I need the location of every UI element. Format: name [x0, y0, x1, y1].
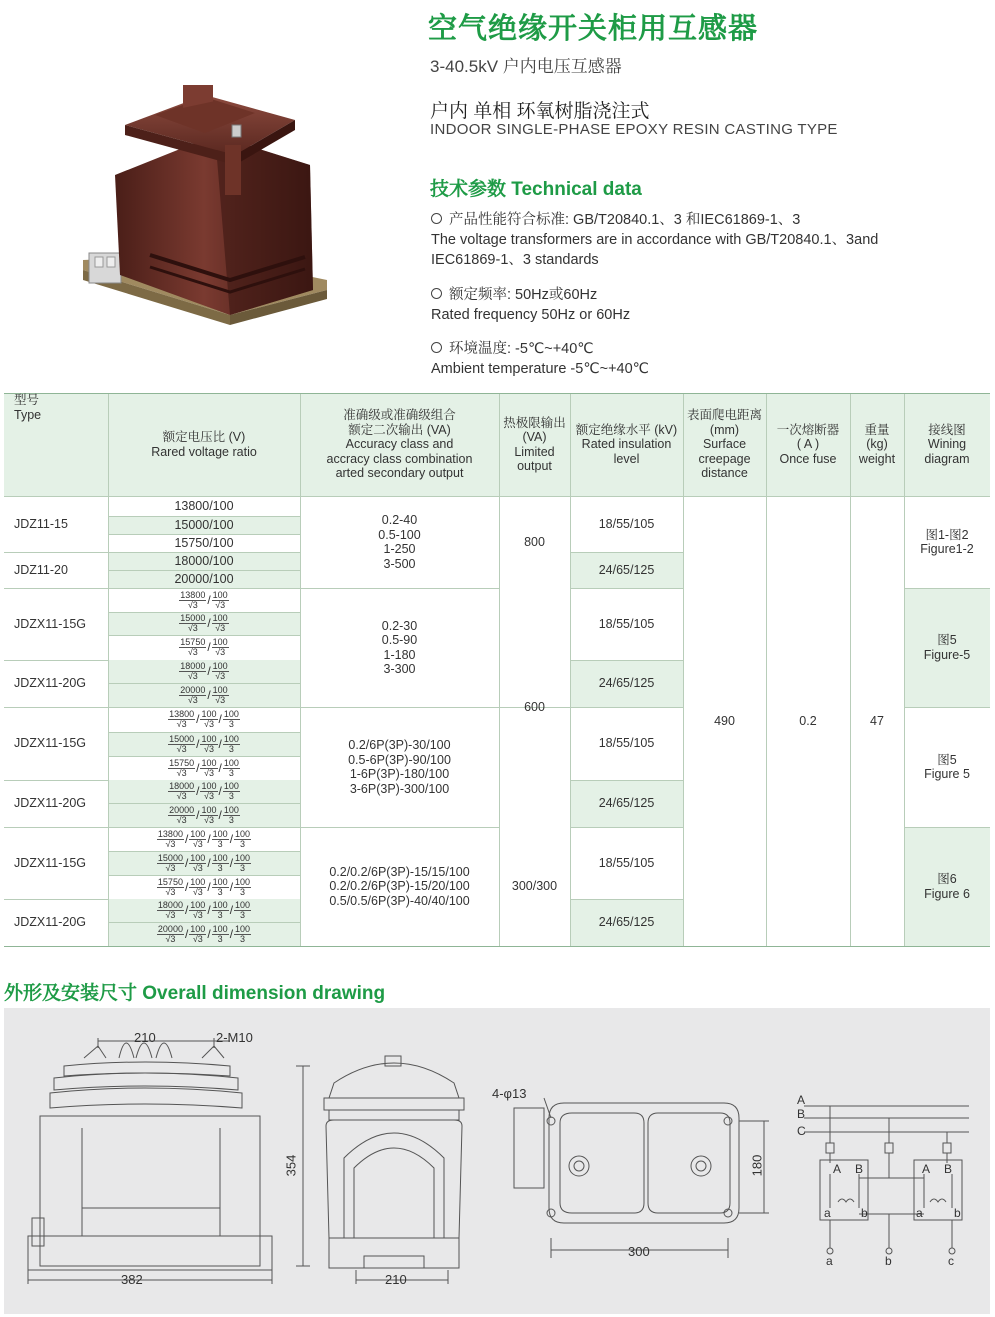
- spec-temperature: 环境温度: -5℃~+40℃ Ambient temperature -5℃~+40℃: [431, 341, 649, 377]
- creepage-cell: 490: [714, 713, 735, 728]
- insulation-cell: 24/65/125: [598, 562, 655, 577]
- fraction: $\frac{100}{3}$: [212, 900, 228, 920]
- type-cell: JDZX11-20G: [14, 915, 87, 930]
- type-cell: JDZ11-20: [14, 562, 68, 577]
- fraction: $\frac{15750}{√3}$: [157, 876, 183, 897]
- fraction: $\frac{15750}{√3}$: [169, 757, 195, 778]
- ratio-cell: $\frac{20000}{√3}$ / $\frac{100}{√3}$ / $\frac{100}{3}$: [169, 804, 239, 825]
- diagram-cell: 图1-图2 Figure1-2: [920, 527, 974, 556]
- fraction: $\frac{13800}{√3}$: [169, 709, 195, 729]
- fraction: $\frac{20000}{√3}$: [180, 684, 206, 705]
- spec-standard: 产品性能符合标准: GB/T20840.1、3 和IEC61869-1、3 The voltage transformers are in accordance with GB/T20840.1、3and IEC61869-1、3 standards: [431, 212, 879, 268]
- tech-heading: 技术参数 Technical data: [430, 179, 642, 200]
- fraction: $\frac{100}{√3}$: [190, 852, 206, 873]
- fraction: $\frac{100}{3}$: [235, 923, 251, 944]
- insulation-cell: 18/55/105: [598, 616, 655, 631]
- dim-210-top: 210: [134, 1030, 156, 1045]
- fraction: $\frac{15000}{√3}$: [157, 852, 183, 873]
- insulation-cell: 18/55/105: [598, 516, 655, 531]
- terminal-a-upper: A: [833, 1162, 842, 1176]
- fraction: $\frac{100}{√3}$: [212, 637, 228, 657]
- terminal-b-lower: b: [861, 1206, 868, 1220]
- thermal-cell: 800: [524, 534, 545, 549]
- ratio-cell: 18000/100: [174, 553, 234, 568]
- fraction: $\frac{100}{√3}$: [212, 661, 228, 681]
- fraction: $\frac{18000}{√3}$: [157, 900, 183, 920]
- fraction: $\frac{100}{3}$: [235, 900, 251, 920]
- ratio-cell: $\frac{15750}{√3}$ / $\frac{100}{√3}$ / $\frac{100}{3}$: [169, 757, 239, 778]
- dim-180: 180: [749, 1154, 765, 1177]
- terminal-b-lower: b: [954, 1206, 961, 1220]
- page-title: 空气绝缘开关柜用互感器: [428, 13, 759, 45]
- type-cell: JDZX11-15G: [14, 855, 87, 870]
- fraction: $\frac{15000}{√3}$: [180, 613, 206, 633]
- output-a: a: [826, 1254, 833, 1268]
- type-en: INDOOR SINGLE-PHASE EPOXY RESIN CASTING TYPE: [430, 121, 838, 138]
- fraction: $\frac{100}{3}$: [223, 733, 239, 754]
- header-ratio: 额定电压比 (V) Rared voltage ratio: [151, 430, 257, 459]
- fraction: $\frac{20000}{√3}$: [169, 804, 195, 825]
- header-insulation: 额定绝缘水平 (kV) Rated insulation level: [575, 422, 678, 466]
- page-subtitle: 3-40.5kV 户内电压互感器: [430, 57, 622, 76]
- fraction: $\frac{13800}{√3}$: [157, 828, 183, 849]
- terminal-a-lower: a: [916, 1206, 923, 1220]
- fraction: $\frac{20000}{√3}$: [157, 923, 183, 944]
- type-cell: JDZX11-15G: [14, 736, 87, 751]
- accuracy-cell: 0.2-30 0.5-90 1-180 3-300: [381, 618, 418, 676]
- fraction: $\frac{100}{3}$: [212, 852, 228, 873]
- phase-a-label: A: [797, 1093, 806, 1107]
- fraction: $\frac{100}{3}$: [212, 828, 228, 849]
- terminal-a-upper: A: [922, 1162, 931, 1176]
- fraction: $\frac{100}{3}$: [212, 923, 228, 944]
- fraction: $\frac{100}{3}$: [223, 757, 239, 778]
- weight-cell: 47: [870, 713, 884, 728]
- dim-382: 382: [121, 1272, 143, 1287]
- bullet-icon: [431, 213, 442, 224]
- bullet-icon: [431, 288, 442, 299]
- diagram-cell: 图6 Figure 6: [924, 872, 970, 901]
- type-cell: JDZX11-15G: [14, 616, 87, 631]
- type-cn: 户内 单相 环氧树脂浇注式: [430, 101, 650, 122]
- dim-354: 354: [283, 1154, 299, 1177]
- ratio-cell: $\frac{15750}{√3}$ / $\frac{100}{√3}$ / $\frac{100}{3}$ / $\frac{100}{3}$: [157, 876, 251, 897]
- thermal-cell: 300/300: [511, 879, 558, 894]
- header-accuracy: 准确级或准确级组合 额定二次输出 (VA) Accuracy class and accracy class combination arted secondary output: [326, 408, 473, 481]
- fraction: $\frac{100}{√3}$: [201, 781, 217, 801]
- fraction: $\frac{100}{√3}$: [190, 876, 206, 897]
- dim-m10: 2-M10: [216, 1030, 253, 1045]
- accuracy-cell: 0.2-40 0.5-100 1-250 3-500: [378, 513, 421, 571]
- ratio-cell: $\frac{18000}{√3}$ / $\frac{100}{√3}$ / $\frac{100}{3}$ / $\frac{100}{3}$: [157, 900, 251, 920]
- ratio-cell: 20000/100: [174, 571, 234, 586]
- diagram-cell: 图5 Figure 5: [924, 752, 970, 781]
- ratio-cell: 13800/100: [174, 498, 234, 513]
- dimension-drawing: [4, 1008, 990, 1314]
- bullet-icon: [431, 342, 442, 353]
- output-c: c: [948, 1254, 954, 1268]
- terminal-a-lower: a: [824, 1206, 831, 1220]
- header-weight: 重量 (kg) weight: [858, 422, 896, 466]
- ratio-cell: $\frac{13800}{√3}$ / $\frac{100}{√3}$ / $\frac{100}{3}$: [169, 709, 239, 729]
- fraction: $\frac{100}{√3}$: [190, 923, 206, 944]
- ratio-cell: $\frac{15750}{√3}$ / $\frac{100}{√3}$: [180, 637, 228, 657]
- fraction: $\frac{15750}{√3}$: [180, 637, 206, 657]
- insulation-cell: 24/65/125: [598, 676, 655, 691]
- header-diagram: 接线图 Wining diagram: [924, 422, 970, 466]
- type-cell: JDZX11-20G: [14, 676, 87, 691]
- ratio-cell: $\frac{18000}{√3}$ / $\frac{100}{√3}$ / $\frac{100}{3}$: [169, 781, 239, 801]
- phase-b-label: B: [797, 1107, 806, 1121]
- insulation-cell: 18/55/105: [598, 855, 655, 870]
- ratio-cell: $\frac{15000}{√3}$ / $\frac{100}{√3}$ / $\frac{100}{3}$ / $\frac{100}{3}$: [157, 852, 251, 873]
- output-b: b: [885, 1254, 892, 1268]
- terminal-b-upper: B: [855, 1162, 864, 1176]
- dim-300: 300: [628, 1244, 650, 1259]
- fraction: $\frac{18000}{√3}$: [169, 781, 195, 801]
- fraction: $\frac{18000}{√3}$: [180, 661, 206, 681]
- thermal-cell: 600: [524, 700, 545, 715]
- fraction: $\frac{100}{3}$: [235, 876, 251, 897]
- spec-frequency: 额定频率: 50Hz或60Hz Rated frequency 50Hz or 60Hz: [431, 287, 631, 323]
- ratio-cell: 15750/100: [174, 535, 234, 550]
- ratio-cell: $\frac{15000}{√3}$ / $\frac{100}{√3}$: [180, 613, 228, 633]
- insulation-cell: 24/65/125: [598, 915, 655, 930]
- dimension-heading: 外形及安装尺寸 Overall dimension drawing: [4, 983, 386, 1004]
- header-thermal: 热极限输出 (VA) Limited output: [503, 415, 566, 473]
- terminal-b-upper: B: [944, 1162, 953, 1176]
- ratio-cell: $\frac{20000}{√3}$ / $\frac{100}{√3}$: [180, 684, 228, 705]
- fraction: $\frac{15000}{√3}$: [169, 733, 195, 754]
- header-fuse: 一次熔断器 ( A ) Once fuse: [776, 422, 840, 466]
- fraction: $\frac{100}{3}$: [223, 781, 239, 801]
- dim-holes: 4-φ13: [492, 1086, 527, 1101]
- insulation-cell: 24/65/125: [598, 796, 655, 811]
- fraction: $\frac{100}{√3}$: [190, 828, 206, 849]
- fraction: $\frac{100}{√3}$: [212, 589, 228, 610]
- product-image: [65, 85, 365, 345]
- fraction: $\frac{100}{√3}$: [201, 733, 217, 754]
- fraction: $\frac{100}{3}$: [235, 828, 251, 849]
- accuracy-cell: 0.2/0.2/6P(3P)-15/15/100 0.2/0.2/6P(3P)-15/20/100 0.5/0.5/6P(3P)-40/40/100: [329, 864, 470, 908]
- type-cell: JDZ11-15: [14, 516, 68, 531]
- fuse-cell: 0.2: [799, 713, 817, 728]
- phase-c-label: C: [797, 1124, 806, 1138]
- specs-table: [4, 393, 990, 946]
- fraction: $\frac{100}{3}$: [235, 852, 251, 873]
- dim-210-bottom: 210: [385, 1272, 407, 1287]
- fraction: $\frac{100}{√3}$: [201, 804, 217, 825]
- diagram-cell: 图5 Figure-5: [923, 633, 971, 662]
- fraction: $\frac{100}{√3}$: [212, 613, 228, 633]
- fraction: $\frac{100}{√3}$: [201, 757, 217, 778]
- fraction: $\frac{100}{√3}$: [190, 900, 206, 920]
- accuracy-cell: 0.2/6P(3P)-30/100 0.5-6P(3P)-90/100 1-6P(3P)-180/100 3-6P(3P)-300/100: [348, 738, 451, 796]
- ratio-cell: $\frac{13800}{√3}$ / $\frac{100}{√3}$: [180, 589, 228, 610]
- ratio-cell: 15000/100: [174, 517, 234, 532]
- fraction: $\frac{100}{√3}$: [201, 709, 217, 729]
- ratio-cell: $\frac{15000}{√3}$ / $\frac{100}{√3}$ / $\frac{100}{3}$: [169, 733, 239, 754]
- fraction: $\frac{100}{√3}$: [212, 684, 228, 705]
- fraction: $\frac{100}{3}$: [212, 876, 228, 897]
- ratio-cell: $\frac{18000}{√3}$ / $\frac{100}{√3}$: [180, 661, 228, 681]
- header-creepage: 表面爬电距离 (mm) Surface creepage distance: [686, 408, 762, 481]
- ratio-cell: $\frac{13800}{√3}$ / $\frac{100}{√3}$ / $\frac{100}{3}$ / $\frac{100}{3}$: [157, 828, 251, 849]
- insulation-cell: 18/55/105: [598, 736, 655, 751]
- fraction: $\frac{13800}{√3}$: [180, 589, 206, 610]
- ratio-cell: $\frac{20000}{√3}$ / $\frac{100}{√3}$ / $\frac{100}{3}$ / $\frac{100}{3}$: [157, 923, 251, 944]
- fraction: $\frac{100}{3}$: [223, 804, 239, 825]
- type-cell: JDZX11-20G: [14, 796, 87, 811]
- fraction: $\frac{100}{3}$: [223, 709, 239, 729]
- header-type: 型号 Type: [14, 393, 42, 422]
